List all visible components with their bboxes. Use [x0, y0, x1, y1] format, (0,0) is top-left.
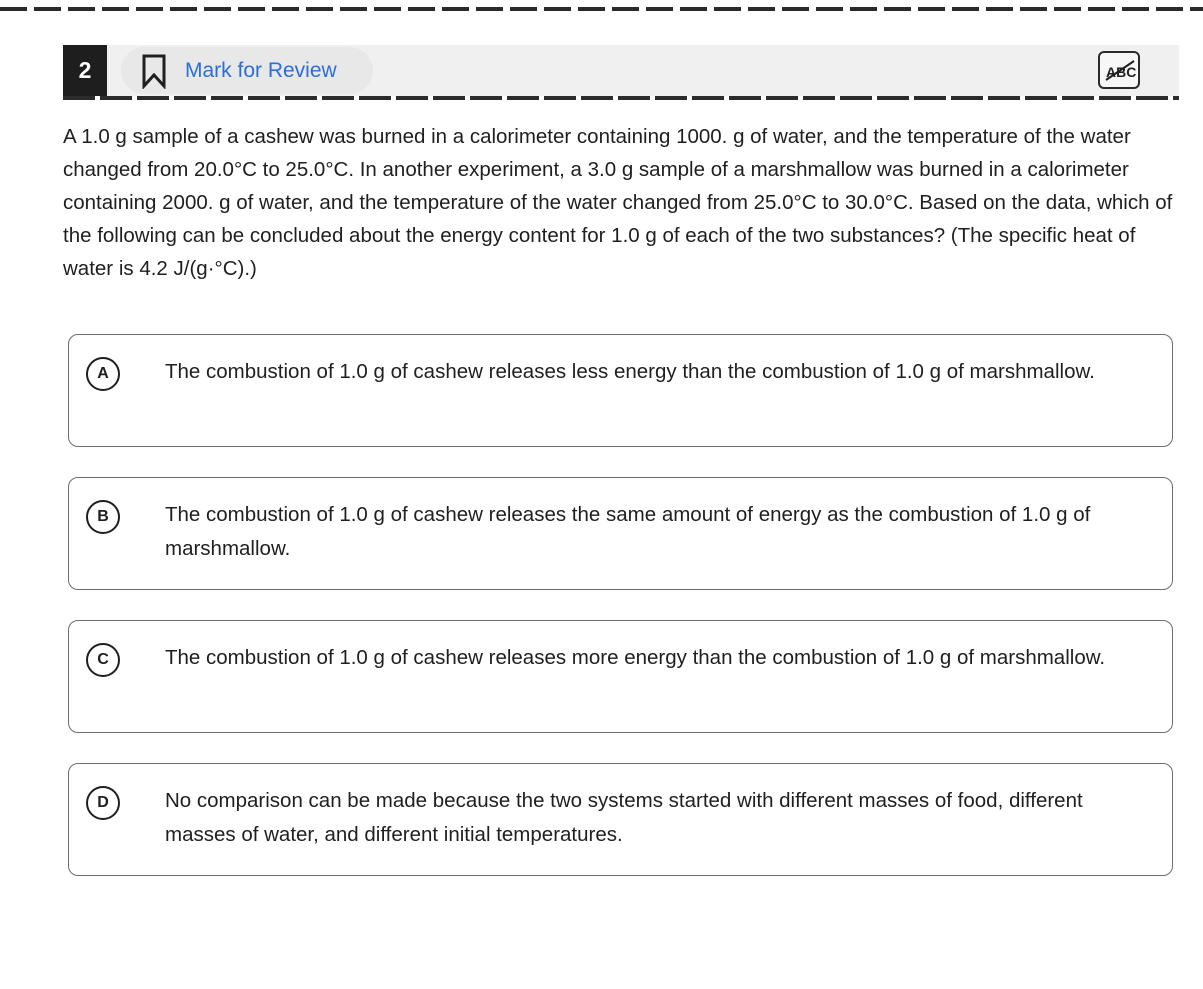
choice-text-a: The combustion of 1.0 g of cashew releases less energy than the combustion of 1.0 g of marshmallow. [165, 360, 1095, 383]
choice-c[interactable] [68, 620, 1173, 733]
choice-text-d: No comparison can be made because the two systems started with different masses of food, different masses of water, and different initial temperatures. [165, 789, 1083, 846]
mark-for-review-button[interactable] [121, 47, 373, 94]
abc-icon-text: ABC [1106, 64, 1137, 80]
header-dashed-divider [63, 96, 1179, 100]
choice-letter-b: B [86, 500, 120, 534]
choice-text-c: The combustion of 1.0 g of cashew releases more energy than the combustion of 1.0 g of marshmallow. [165, 646, 1106, 669]
answer-eliminator-button[interactable] [1098, 51, 1140, 89]
question-number: 2 [63, 45, 107, 96]
choice-letter-c: C [86, 643, 120, 677]
choice-letter-d: D [86, 786, 120, 820]
choice-text-b: The combustion of 1.0 g of cashew releases the same amount of energy as the combustion of 1.0 g of marshmallow. [165, 503, 1091, 560]
choice-b[interactable] [68, 477, 1173, 590]
abc-strikethrough-icon [1103, 58, 1137, 84]
top-dashed-divider [0, 7, 1203, 11]
bookmark-icon [140, 53, 168, 89]
choice-a[interactable] [68, 334, 1173, 447]
choice-d[interactable] [68, 763, 1173, 876]
question-text: A 1.0 g sample of a cashew was burned in a calorimeter containing 1000. g of water, and the temperature of the water changed from 20.0°C to 25.0°C. In another experiment, a 3.0 g sample of a marshmallow was burned in a calorimeter containing 2000. g of water, and the temperature of the water changed from 25.0°C to 30.0°C. Based on the data, which of the following can be concluded about the energy content for 1.0 g of each of the two substances? (The specific heat of water is 4.2 J/(g·°C).) [63, 125, 1173, 280]
question-header [63, 45, 1179, 96]
mark-for-review-label: Mark for Review [185, 59, 337, 82]
choice-letter-a: A [86, 357, 120, 391]
